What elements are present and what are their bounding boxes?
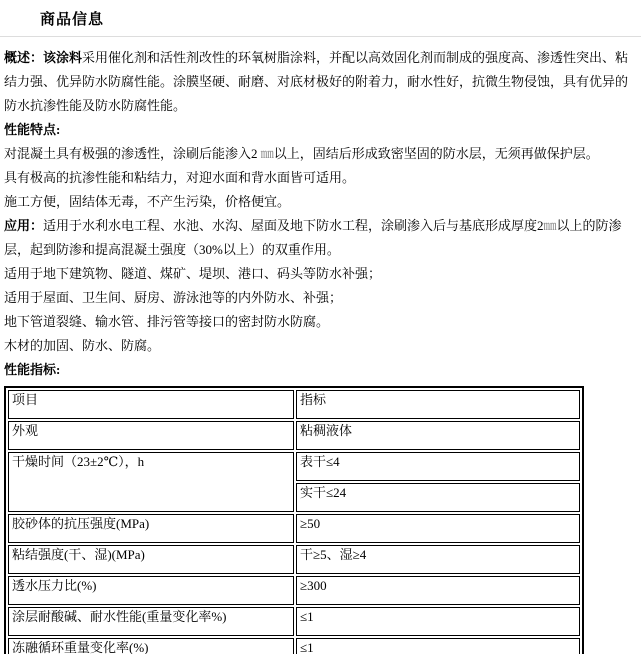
drying-time-full-cell: 实干≤24 [296,483,580,512]
usage-item-2: 适用于屋面、卫生间、厨房、游泳池等的内外防水、补强； [4,290,343,305]
freeze-thaw-value-cell: ≤1 [296,638,580,654]
indicators-table [4,386,584,654]
acid-alkali-resistance-item-cell: 涂层耐酸碱、耐水性能(重量变化率%) [8,607,294,636]
usage-item-1: 适用于地下建筑物、隧道、煤矿、堤坝、港口、码头等防水补强； [4,266,382,281]
appearance-item-cell: 外观 [8,421,294,450]
feature-item-1-text-tail: 以上，固结后形成致密坚固的防水层，无须再做保护层。 [273,146,599,161]
overview-text: 采用催化剂和活性剂改性的环氧树脂涂料，并配以高效固化剂而制成的强度高、渗透性突出、粘结力强、优异防水防腐性能。涂膜坚硬、耐磨、对底材极好的附着力，耐水性好，抗微生物侵蚀，具有优异的防水抗渗性能及防水防腐性能。 [4,50,629,113]
application-text: 适用于水利水电工程、水池、水沟、屋面及地下防水工程，涂刷渗入后与基底形成厚度 [43,218,538,233]
table-row-compressive-strength [8,514,580,543]
table-row-drying-time-1 [8,452,580,481]
usage-item-4: 木材的加固、防水、防腐。 [4,338,161,353]
application-label: 应用： [4,218,44,233]
compressive-strength-item-cell: 胶砂体的抗压强度(MPa) [8,514,294,543]
table-row-acid-alkali-resistance [8,607,580,636]
table-row-bond-strength [8,545,580,574]
bond-strength-item-cell: 粘结强度(干、湿)(MPa) [8,545,294,574]
indicators-heading: 性能指标: [4,362,61,377]
application-number: 2 [537,218,544,233]
table-row-water-pressure-ratio [8,576,580,605]
page-title: 商品信息 [40,12,105,28]
feature-item-1-number: 2 [251,146,261,161]
compressive-strength-value-cell: ≥50 [296,514,580,543]
table-row-appearance [8,421,580,450]
appearance-value-cell: 粘稠液体 [296,421,580,450]
header-value-cell: 指标 [296,390,580,419]
feature-item-1 [4,142,637,166]
feature-item-2: 具有极高的抗渗性能和粘结力，对迎水面和背水面皆可适用。 [4,170,356,185]
application-text-tail: 以上的防渗层，起到防渗和提高混凝土强度（30%以上）的双重作用。 [4,218,622,257]
overview-paragraph [4,46,637,118]
title-bar [0,0,641,37]
water-pressure-ratio-value-cell: ≥300 [296,576,580,605]
mm-unit: ㎜ [260,146,274,161]
content-area [0,37,641,654]
application-paragraph [4,214,637,262]
overview-label: 概述：该涂料 [4,50,83,65]
table-row-header [8,390,580,419]
freeze-thaw-item-cell: 冻融循环重量变化率(%) [8,638,294,654]
bond-strength-value-cell: 干≥5、湿≥4 [296,545,580,574]
table-row-freeze-thaw [8,638,580,654]
features-heading: 性能特点: [4,122,61,137]
usage-item-3: 地下管道裂缝、输水管、排污管等接口的密封防水防腐。 [4,314,330,329]
feature-item-3: 施工方便，固结体无毒，不产生污染，价格便宜。 [4,194,291,209]
feature-item-1-text: 对混凝土具有极强的渗透性，涂刷后能渗入 [4,146,252,161]
drying-time-surface-cell: 表干≤4 [296,452,580,481]
water-pressure-ratio-item-cell: 透水压力比(%) [8,576,294,605]
header-item-cell: 项目 [8,390,294,419]
mm-unit: ㎜ [543,218,557,233]
drying-time-item-cell: 干燥时间（23±2℃），h [8,452,294,512]
acid-alkali-resistance-value-cell: ≤1 [296,607,580,636]
